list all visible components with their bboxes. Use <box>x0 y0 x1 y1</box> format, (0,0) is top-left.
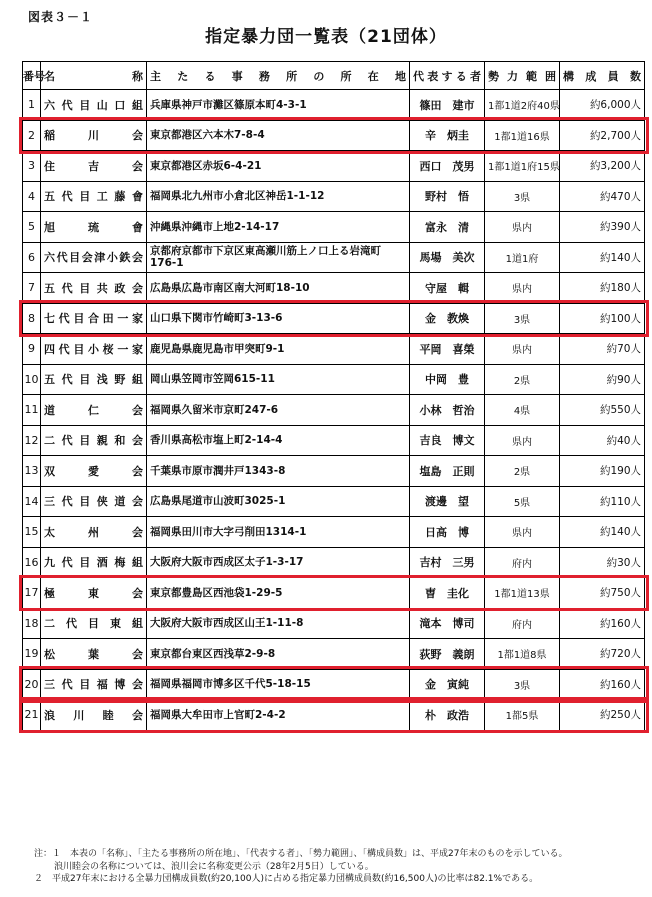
member-count: 約550人 <box>560 395 645 426</box>
representative: 富永 清 <box>410 212 485 243</box>
row-number: 14 <box>23 486 41 517</box>
influence-area: 府内 <box>485 608 560 639</box>
influence-area: 県内 <box>485 334 560 365</box>
gang-name: 二代目親和会 <box>41 425 147 456</box>
representative: 渡邊 望 <box>410 486 485 517</box>
member-count: 約390人 <box>560 212 645 243</box>
influence-area: 2県 <box>485 364 560 395</box>
table-row <box>23 242 645 273</box>
influence-area: 1都1道16県 <box>485 120 560 151</box>
table-row <box>23 639 645 670</box>
member-count: 約140人 <box>560 242 645 273</box>
office-address: 東京都港区赤坂6-4-21 <box>147 151 410 182</box>
header-no: 番号 <box>23 62 41 90</box>
table-row <box>23 578 645 609</box>
office-address: 福岡県田川市大字弓削田1314-1 <box>147 517 410 548</box>
table-row <box>23 669 645 700</box>
header-representative: 代表する者 <box>410 62 485 90</box>
member-count: 約470人 <box>560 181 645 212</box>
row-number: 11 <box>23 395 41 426</box>
table-row <box>23 273 645 304</box>
member-count: 約720人 <box>560 639 645 670</box>
representative: 吉良 博文 <box>410 425 485 456</box>
row-number: 4 <box>23 181 41 212</box>
table-row <box>23 151 645 182</box>
office-address: 広島県尾道市山波町3025-1 <box>147 486 410 517</box>
member-count: 約30人 <box>560 547 645 578</box>
table-row <box>23 303 645 334</box>
row-number: 2 <box>23 120 41 151</box>
influence-area: 1都1道1府15県 <box>485 151 560 182</box>
influence-area: 1都1道8県 <box>485 639 560 670</box>
row-number: 20 <box>23 669 41 700</box>
representative: 曺 圭化 <box>410 578 485 609</box>
table-row <box>23 425 645 456</box>
table-row <box>23 700 645 731</box>
representative: 滝本 博司 <box>410 608 485 639</box>
influence-area: 4県 <box>485 395 560 426</box>
influence-area: 県内 <box>485 517 560 548</box>
row-number: 8 <box>23 303 41 334</box>
influence-area: 1都1道2府40県 <box>485 90 560 121</box>
header-members: 構成員数 <box>560 62 645 90</box>
influence-area: 1都5県 <box>485 700 560 731</box>
office-address: 広島県広島市南区南大河町18-10 <box>147 273 410 304</box>
row-number: 12 <box>23 425 41 456</box>
footnotes <box>34 848 567 886</box>
member-count: 約110人 <box>560 486 645 517</box>
row-number: 13 <box>23 456 41 487</box>
member-count: 約140人 <box>560 517 645 548</box>
member-count: 約2,700人 <box>560 120 645 151</box>
representative: 吉村 三男 <box>410 547 485 578</box>
table-row <box>23 517 645 548</box>
representative: 平岡 喜榮 <box>410 334 485 365</box>
influence-area: 県内 <box>485 273 560 304</box>
row-number: 21 <box>23 700 41 731</box>
member-count: 約160人 <box>560 608 645 639</box>
row-number: 16 <box>23 547 41 578</box>
row-number: 18 <box>23 608 41 639</box>
gang-name: 六代目山口組 <box>41 90 147 121</box>
gang-name: 五代目浅野組 <box>41 364 147 395</box>
table-row <box>23 90 645 121</box>
office-address: 東京都港区六本木7-8-4 <box>147 120 410 151</box>
office-address: 京都府京都市下京区東高瀬川筋上ノ口上る岩滝町176-1 <box>147 242 410 273</box>
row-number: 3 <box>23 151 41 182</box>
office-address: 大阪府大阪市西成区太子1-3-17 <box>147 547 410 578</box>
table-row <box>23 395 645 426</box>
representative: 朴 政浩 <box>410 700 485 731</box>
influence-area: 5県 <box>485 486 560 517</box>
gang-name: 太州会 <box>41 517 147 548</box>
row-number: 1 <box>23 90 41 121</box>
table-row <box>23 486 645 517</box>
gang-name: 五代目工藤會 <box>41 181 147 212</box>
member-count: 約6,000人 <box>560 90 645 121</box>
member-count: 約100人 <box>560 303 645 334</box>
row-number: 10 <box>23 364 41 395</box>
influence-area: 県内 <box>485 212 560 243</box>
table-row <box>23 364 645 395</box>
office-address: 福岡県北九州市小倉北区神岳1-1-12 <box>147 181 410 212</box>
table-row <box>23 334 645 365</box>
page-title: 指定暴力団一覧表（21団体） <box>205 27 447 47</box>
representative: 守屋 輯 <box>410 273 485 304</box>
influence-area: 3県 <box>485 181 560 212</box>
gang-name: 四代目小桜一家 <box>41 334 147 365</box>
designated-gang-table <box>22 61 645 731</box>
office-address: 香川県高松市塩上町2-14-4 <box>147 425 410 456</box>
office-address: 東京都台東区西浅草2-9-8 <box>147 639 410 670</box>
member-count: 約40人 <box>560 425 645 456</box>
gang-name: 住吉会 <box>41 151 147 182</box>
representative: 荻野 義朗 <box>410 639 485 670</box>
member-count: 約90人 <box>560 364 645 395</box>
gang-name: 浪川睦会 <box>41 700 147 731</box>
office-address: 東京都豊島区西池袋1-29-5 <box>147 578 410 609</box>
gang-name: 極東会 <box>41 578 147 609</box>
header-area: 勢力範囲 <box>485 62 560 90</box>
header-name: 名称 <box>41 62 147 90</box>
representative: 西口 茂男 <box>410 151 485 182</box>
gang-name: 七代目合田一家 <box>41 303 147 334</box>
member-count: 約190人 <box>560 456 645 487</box>
note-2: ２ 平成27年末における全暴力団構成員数(約20,100人)に占める指定暴力団構成員数(約16,500人)の比率は82.1%である。 <box>34 874 539 884</box>
influence-area: 3県 <box>485 303 560 334</box>
gang-name: 九代目酒梅組 <box>41 547 147 578</box>
representative: 金 寅純 <box>410 669 485 700</box>
note-1b: 浪川睦会の名称については、浪川会に名称変更公示（28年2月5日）している。 <box>54 861 374 872</box>
influence-area: 府内 <box>485 547 560 578</box>
office-address: 山口県下関市竹崎町3-13-6 <box>147 303 410 334</box>
representative: 中岡 豊 <box>410 364 485 395</box>
figure-label: 図表３－１ <box>28 10 94 24</box>
member-count: 約3,200人 <box>560 151 645 182</box>
representative: 日高 博 <box>410 517 485 548</box>
gang-name: 稲川会 <box>41 120 147 151</box>
table-row <box>23 181 645 212</box>
gang-name: 二代目東組 <box>41 608 147 639</box>
representative: 馬場 美次 <box>410 242 485 273</box>
gang-name: 双愛会 <box>41 456 147 487</box>
row-number: 7 <box>23 273 41 304</box>
representative: 篠田 建市 <box>410 90 485 121</box>
gang-name: 五代目共政会 <box>41 273 147 304</box>
gang-name: 道仁会 <box>41 395 147 426</box>
influence-area: 県内 <box>485 425 560 456</box>
office-address: 沖縄県沖縄市上地2-14-17 <box>147 212 410 243</box>
member-count: 約180人 <box>560 273 645 304</box>
note-1: 注：１ 本表の「名称」、「主たる事務所の所在地」、「代表する者」、「勢力範囲」、「構成員数」は、平成27年末のものを示している。 <box>34 849 568 859</box>
table-row <box>23 120 645 151</box>
office-address: 福岡県大牟田市上官町2-4-2 <box>147 700 410 731</box>
member-count: 約750人 <box>560 578 645 609</box>
gang-name: 松葉会 <box>41 639 147 670</box>
office-address: 福岡県福岡市博多区千代5-18-15 <box>147 669 410 700</box>
gang-name: 六代目会津小鉄会 <box>41 242 147 273</box>
representative: 小林 哲治 <box>410 395 485 426</box>
office-address: 鹿児島県鹿児島市甲突町9-1 <box>147 334 410 365</box>
gang-name: 旭琉會 <box>41 212 147 243</box>
member-count: 約160人 <box>560 669 645 700</box>
representative: 野村 悟 <box>410 181 485 212</box>
office-address: 大阪府大阪市西成区山王1-11-8 <box>147 608 410 639</box>
influence-area: 1都1道13県 <box>485 578 560 609</box>
row-number: 9 <box>23 334 41 365</box>
representative: 辛 炳圭 <box>410 120 485 151</box>
table-header-row <box>23 62 645 90</box>
influence-area: 1道1府 <box>485 242 560 273</box>
table-row <box>23 547 645 578</box>
table-row <box>23 608 645 639</box>
office-address: 兵庫県神戸市灘区篠原本町4-3-1 <box>147 90 410 121</box>
row-number: 17 <box>23 578 41 609</box>
office-address: 福岡県久留米市京町247-6 <box>147 395 410 426</box>
row-number: 19 <box>23 639 41 670</box>
representative: 塩島 正則 <box>410 456 485 487</box>
gang-name: 三代目福博会 <box>41 669 147 700</box>
row-number: 6 <box>23 242 41 273</box>
table-body <box>23 90 645 731</box>
member-count: 約250人 <box>560 700 645 731</box>
row-number: 15 <box>23 517 41 548</box>
representative: 金 教煥 <box>410 303 485 334</box>
office-address: 岡山県笠岡市笠岡615-11 <box>147 364 410 395</box>
table-row <box>23 212 645 243</box>
member-count: 約70人 <box>560 334 645 365</box>
office-address: 千葉県市原市潤井戸1343-8 <box>147 456 410 487</box>
gang-name: 三代目侠道会 <box>41 486 147 517</box>
influence-area: 3県 <box>485 669 560 700</box>
row-number: 5 <box>23 212 41 243</box>
influence-area: 2県 <box>485 456 560 487</box>
header-address: 主たる事務所の所在地 <box>147 62 410 90</box>
table-row <box>23 456 645 487</box>
